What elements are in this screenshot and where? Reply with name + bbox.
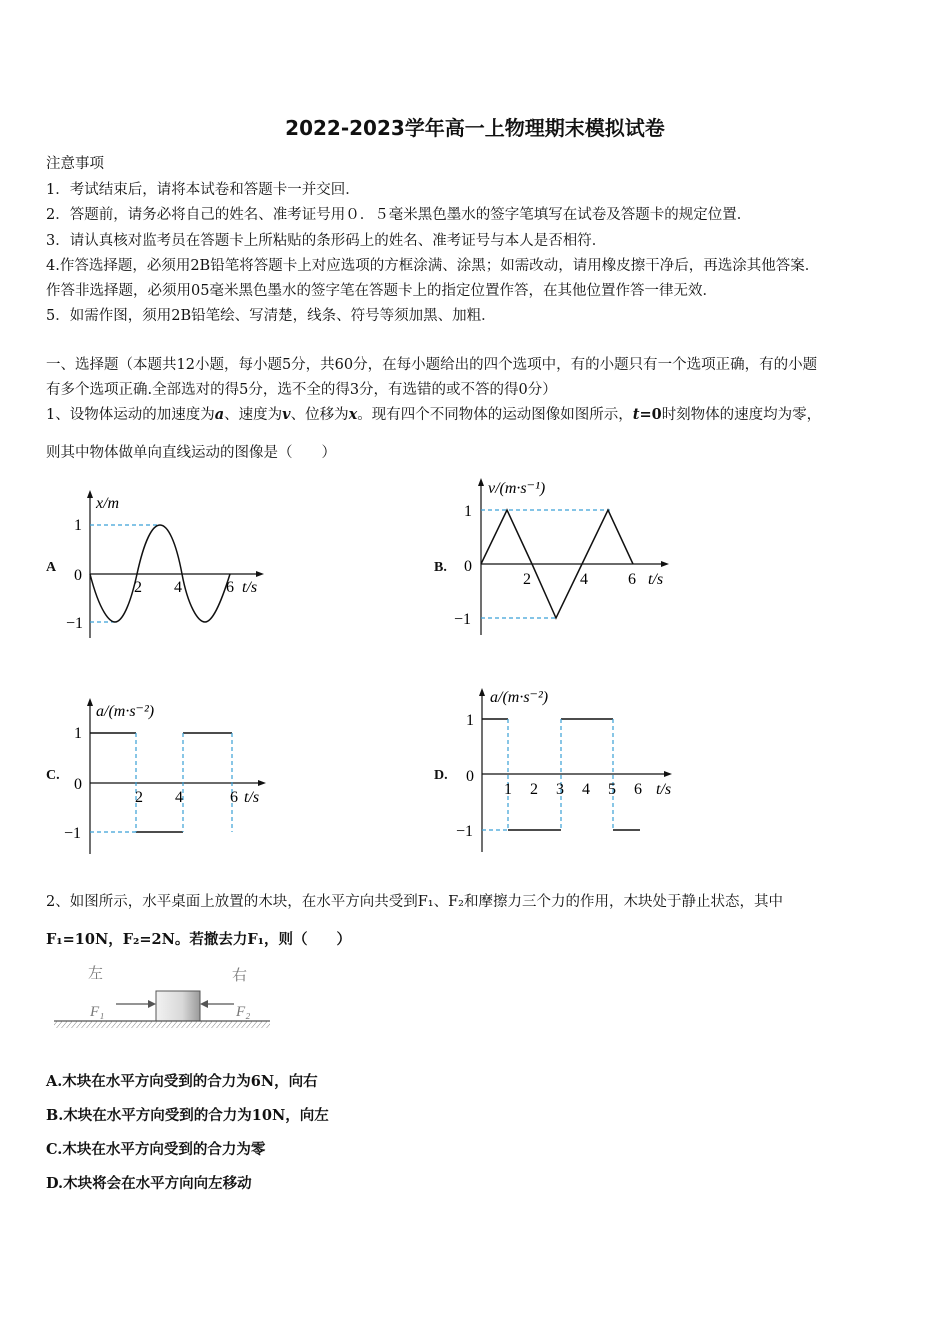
graph-d-xtick-3: 3 (556, 781, 564, 798)
f2-label: F₂ (236, 1004, 251, 1020)
graph-c-xtick-2: 2 (135, 789, 143, 806)
q1-text-e: =0 (639, 406, 662, 423)
question-1-line2: 则其中物体做单向直线运动的图像是（ ） (46, 445, 336, 461)
question-2-line1: 2、如图所示，水平桌面上放置的木块，在水平方向共受到F₁、F₂和摩擦力三个力的作用，木块处于静止状态，其中 (46, 894, 783, 910)
q1-text-a: 1、设物体运动的加速度为 (46, 407, 215, 423)
graph-a-ylabel: x/m (96, 495, 120, 512)
notice-item-1: 1．考试结束后，请将本试卷和答题卡一并交回． (46, 182, 360, 198)
q1-text-b: 、速度为 (224, 407, 283, 423)
graph-a-y-arrow (87, 490, 93, 498)
graph-a-ytick-1: 1 (74, 517, 82, 534)
graph-a-ytick-m1: −1 (66, 615, 84, 632)
q2-option-c: C.木块在水平方向受到的合力为零 (46, 1141, 266, 1158)
wooden-block (156, 991, 200, 1021)
notice-item-3: 3．请认真核对监考员在答题卡上所粘贴的条形码上的姓名、准考证号与本人是否相符． (46, 233, 607, 249)
graph-d-ylabel: a/(m·s⁻²) (490, 689, 549, 706)
graph-d (450, 680, 690, 855)
diagram-right-label: 右 (232, 968, 248, 984)
f1-label: F₁ (90, 1004, 105, 1020)
graph-a-xtick-2: 2 (134, 579, 142, 596)
graph-c-ytick-1: 1 (74, 725, 82, 742)
graph-b-ytick-0: 0 (464, 558, 472, 575)
notice-item-4: 4.作答选择题，必须用2B铅笔将答题卡上对应选项的方框涂满、涂黑；如需改动，请用橡皮擦干净后，再选涂其他答案． (46, 258, 820, 274)
q1-var-a: a (214, 406, 225, 423)
q1-text-d: 。现有四个不同物体的运动图像如图所示， (357, 407, 633, 423)
graph-d-ytick-m1: −1 (456, 823, 474, 840)
graph-a-x-arrow (256, 571, 264, 577)
q1-text-f: 时刻物体的速度均为零， (661, 407, 822, 423)
q2-option-d: D.木块将会在水平方向向左移动 (46, 1175, 252, 1192)
graph-b-ytick-1: 1 (464, 503, 472, 520)
graph-a-xtick-6: 6 (226, 579, 234, 596)
graph-d-x-arrow (664, 771, 672, 777)
graph-b-ytick-m1: −1 (454, 611, 472, 628)
graph-b-label: B. (434, 560, 447, 575)
graph-d-xtick-4: 4 (582, 781, 590, 798)
f2-arrow-head (200, 1000, 208, 1008)
graph-c-x-arrow (258, 780, 266, 786)
graph-b-xlabel: t/s (648, 571, 664, 588)
graph-d-xtick-2: 2 (530, 781, 538, 798)
q1-var-x: x (348, 406, 358, 423)
graph-d-ytick-0: 0 (466, 768, 474, 785)
q2-option-a: A.木块在水平方向受到的合力为6N，向右 (46, 1073, 318, 1090)
graph-b-xtick-4: 4 (580, 571, 588, 588)
graph-b (450, 470, 690, 640)
notice-item-5: 5．如需作图，须用2B铅笔绘、写清楚，线条、符号等须加黑、加粗． (46, 308, 496, 324)
graph-c-ytick-m1: −1 (64, 825, 82, 842)
question-2-line2: F₁=10N，F₂=2N。若撤去力F₁，则（ ） (46, 931, 352, 948)
graph-d-xlabel: t/s (656, 781, 672, 798)
section-heading-line1: 一、选择题（本题共12小题，每小题5分，共60分，在每小题给出的四个选项中，有的小题只有一个选项正确，有的小题 (46, 357, 818, 373)
graph-b-y-arrow (478, 478, 484, 486)
force-diagram (50, 958, 275, 1038)
graph-a-xlabel: t/s (242, 579, 258, 596)
q1-text-c: 、位移为 (290, 407, 349, 423)
graph-c-ytick-0: 0 (74, 776, 82, 793)
graph-a-xtick-4: 4 (174, 579, 182, 596)
question-1-line1 (46, 403, 821, 424)
graph-d-label: D. (434, 768, 448, 783)
table-hatch (54, 1021, 270, 1028)
diagram-left-label: 左 (88, 966, 104, 982)
graph-b-xtick-6: 6 (628, 571, 636, 588)
graph-a-label: A (46, 560, 57, 575)
graph-c (58, 690, 288, 858)
notice-item-4-cont: 作答非选择题，必须用05毫米黑色墨水的签字笔在答题卡上的指定位置作答，在其他位置作答一律无效． (46, 283, 717, 299)
graph-b-x-arrow (661, 561, 669, 567)
graph-c-xtick-4: 4 (175, 789, 183, 806)
f1-arrow-head (148, 1000, 156, 1008)
graph-b-ylabel: v/(m·s⁻¹) (488, 480, 546, 497)
q2-option-b: B.木块在水平方向受到的合力为10N，向左 (46, 1107, 329, 1124)
graph-d-xtick-1: 1 (504, 781, 512, 798)
graph-d-xtick-6: 6 (634, 781, 642, 798)
graph-a-ytick-0: 0 (74, 567, 82, 584)
graph-c-xlabel: t/s (244, 789, 260, 806)
section-heading-line2: 有多个选项正确.全部选对的得5分，选不全的得3分，有选错的或不答的得0分） (46, 382, 557, 398)
graph-c-xtick-6: 6 (230, 789, 238, 806)
page-title: 2022-2023学年高一上物理期末模拟试卷 (285, 116, 665, 140)
graph-a (60, 488, 280, 643)
graph-b-xtick-2: 2 (523, 571, 531, 588)
graph-c-y-arrow (87, 698, 93, 706)
graph-d-ytick-1: 1 (466, 712, 474, 729)
graph-c-ylabel: a/(m·s⁻²) (96, 703, 155, 720)
q1-var-t: t (632, 406, 640, 423)
graph-d-xtick-5: 5 (608, 781, 616, 798)
q1-var-v: v (282, 406, 291, 423)
graph-c-label: C. (46, 768, 60, 783)
notice-heading: 注意事项 (46, 156, 104, 172)
graph-d-y-arrow (479, 688, 485, 696)
notice-item-2: 2．答题前，请务必将自己的姓名、准考证号用０．５毫米黑色墨水的签字笔填写在试卷及答题卡的规定位置． (46, 207, 752, 223)
